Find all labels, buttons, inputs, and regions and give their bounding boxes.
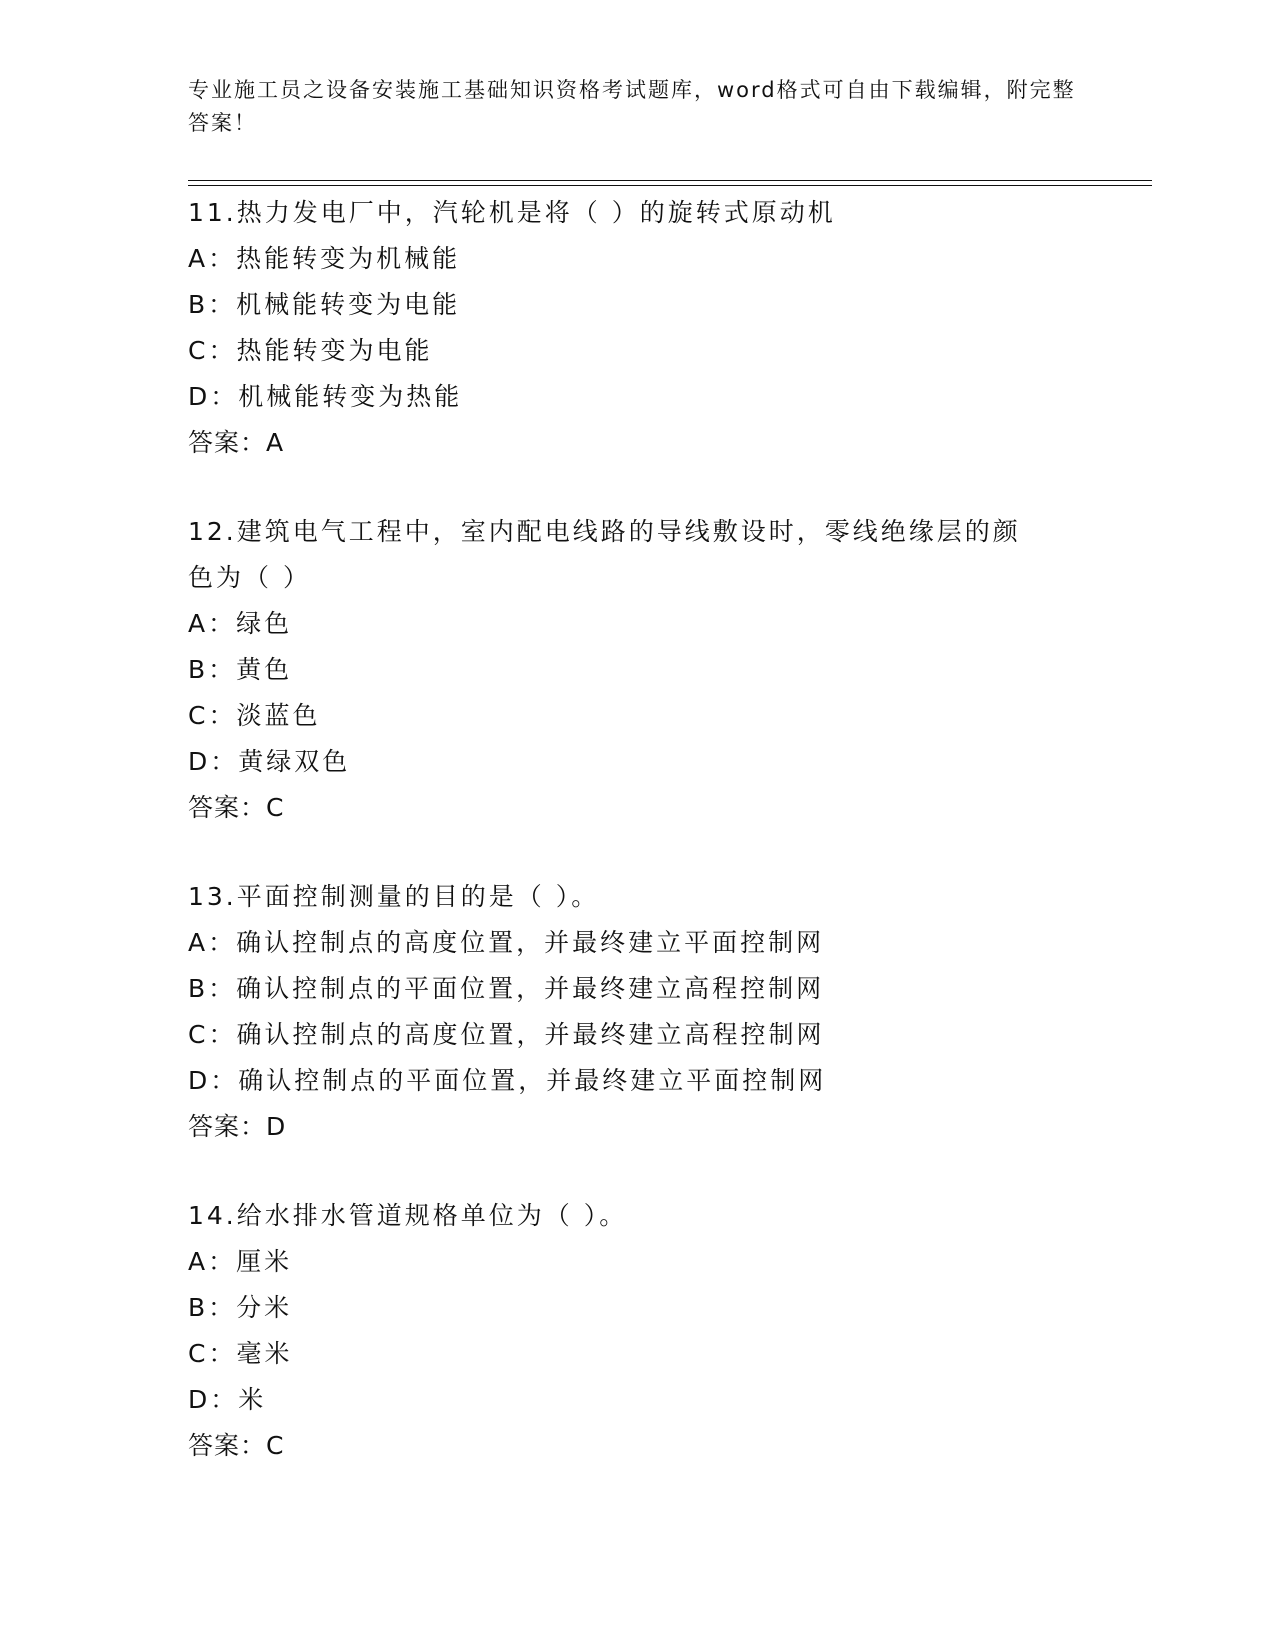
option-a: A：厘米 <box>188 1247 293 1276</box>
option-b: B：黄色 <box>188 655 293 684</box>
question-stem: 13.平面控制测量的目的是（ ）。 <box>188 882 600 911</box>
question-stem: 14.给水排水管道规格单位为（ ）。 <box>188 1201 628 1230</box>
option-b: B：分米 <box>188 1293 293 1322</box>
question-13 <box>188 874 1088 1150</box>
document-header: 专业施工员之设备安装施工基础知识资格考试题库，word格式可自由下载编辑，附完整答案！ <box>188 78 1076 135</box>
question-11 <box>188 190 1088 466</box>
answer: 答案：C <box>188 1431 285 1460</box>
option-c: C：确认控制点的高度位置，并最终建立高程控制网 <box>188 1020 825 1049</box>
answer: 答案：C <box>188 793 285 822</box>
answer: 答案：A <box>188 428 285 457</box>
option-d: D：机械能转变为热能 <box>188 382 463 411</box>
header-divider-top <box>188 180 1152 181</box>
option-d: D：黄绿双色 <box>188 747 351 776</box>
question-stem: 12.建筑电气工程中，室内配电线路的导线敷设时，零线绝缘层的颜色为（ ） <box>188 517 1021 592</box>
option-d: D：米 <box>188 1385 267 1414</box>
option-c: C：热能转变为电能 <box>188 336 433 365</box>
header-divider-bottom <box>188 185 1152 186</box>
option-b: B：机械能转变为电能 <box>188 290 461 319</box>
question-14 <box>188 1193 1088 1469</box>
option-a: A：确认控制点的高度位置，并最终建立平面控制网 <box>188 928 825 957</box>
question-12 <box>188 509 1048 831</box>
question-stem: 11.热力发电厂中，汽轮机是将（ ）的旋转式原动机 <box>188 198 836 227</box>
option-a: A：绿色 <box>188 609 293 638</box>
option-c: C：毫米 <box>188 1339 293 1368</box>
option-b: B：确认控制点的平面位置，并最终建立高程控制网 <box>188 974 825 1003</box>
option-a: A：热能转变为机械能 <box>188 244 461 273</box>
option-d: D：确认控制点的平面位置，并最终建立平面控制网 <box>188 1066 827 1095</box>
option-c: C：淡蓝色 <box>188 701 321 730</box>
answer: 答案：D <box>188 1112 287 1141</box>
